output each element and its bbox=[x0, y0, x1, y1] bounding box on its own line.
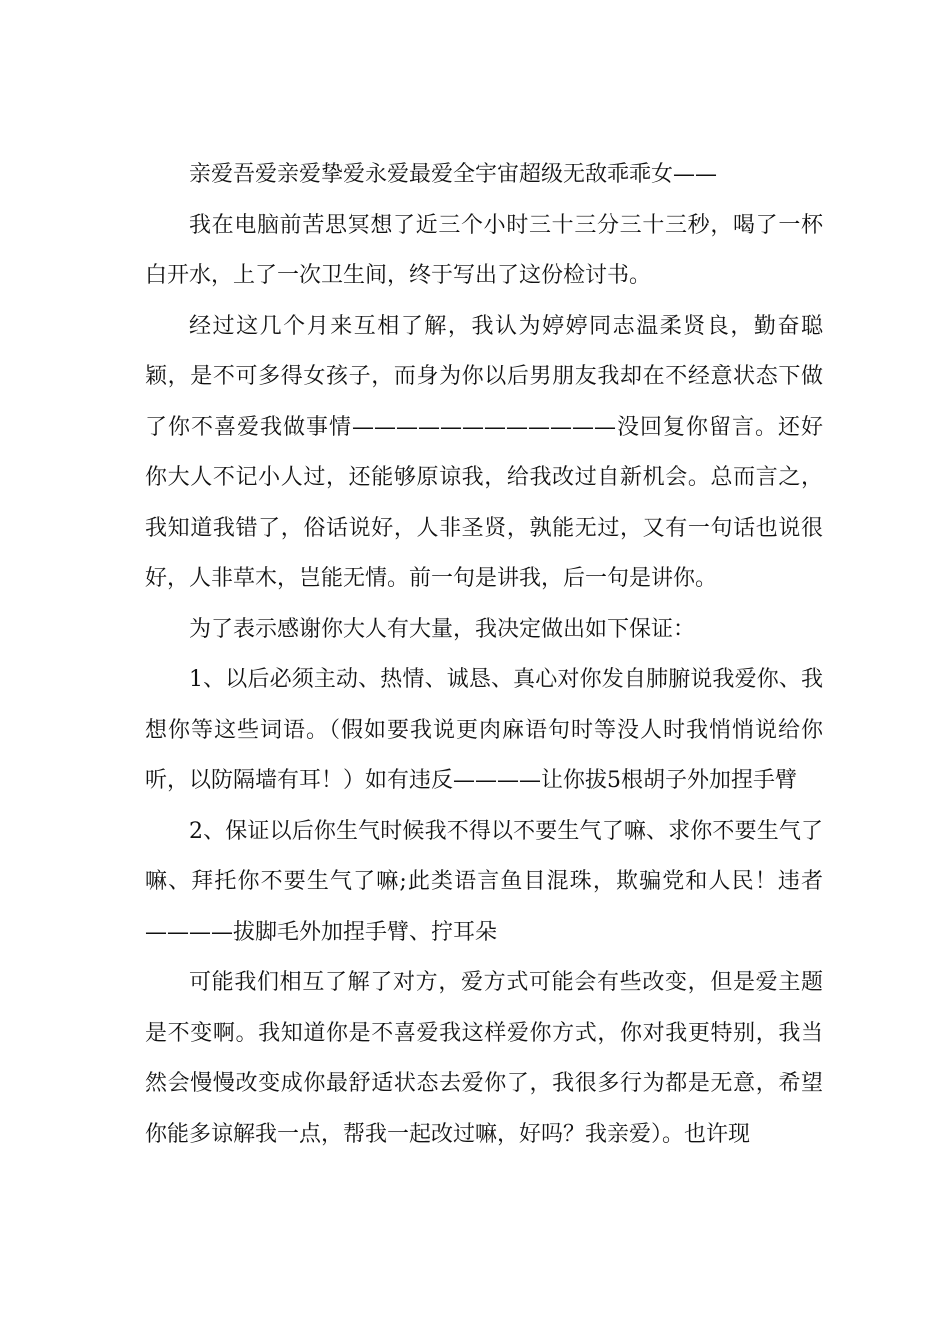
body-paragraph: 为了表示感谢你大人有大量，我决定做出如下保证： bbox=[189, 616, 696, 642]
document-body bbox=[145, 150, 823, 1160]
body-paragraph: 我在电脑前苦思冥想了近三个小时三十三分三十三秒，喝了一杯白开水，上了一次卫生间，终于写出了这份检讨书。 bbox=[145, 212, 823, 288]
body-paragraph: 经过这几个月来互相了解，我认为婷婷同志温柔贤良，勤奋聪颖，是不可多得女孩子，而身为你以后男朋友我却在不经意状态下做了你不喜爱我做事情————————————没回复你留言。还好你大人不记小人过，还能够原谅我，给我改过自新机会。总而言之，我知道我错了，俗话说好，人非圣贤，孰能无过，又有一句话也说很好，人非草木，岂能无情。前一句是讲我，后一句是讲你。 bbox=[145, 313, 823, 591]
salutation-paragraph: 亲爱吾爱亲爱挚爱永爱最爱全宇宙超级无敌乖乖女—— bbox=[189, 162, 718, 187]
promise-item-2: 2、保证以后你生气时候我不得以不要生气了嘛、求你不要生气了嘛、拜托你不要生气了嘛;此类语言鱼目混珠，欺骗党和人民！违者————拔脚毛外加捏手臂、拧耳朵 bbox=[145, 818, 823, 945]
body-paragraph: 可能我们相互了解了对方，爱方式可能会有些改变，但是爱主题是不变啊。我知道你是不喜爱我这样爱你方式，你对我更特别，我当然会慢慢改变成你最舒适状态去爱你了，我很多行为都是无意，希望你能多谅解我一点，帮我一起改过嘛，好吗？我亲爱）。也许现 bbox=[145, 970, 823, 1147]
promise-item-1: 1、以后必须主动、热情、诚恳、真心对你发自肺腑说我爱你、我想你等这些词语。（假如要我说更肉麻语句时等没人时我悄悄说给你听，以防隔墙有耳！）如有违反————让你拔5根胡子外加捏手臂 bbox=[145, 667, 823, 793]
